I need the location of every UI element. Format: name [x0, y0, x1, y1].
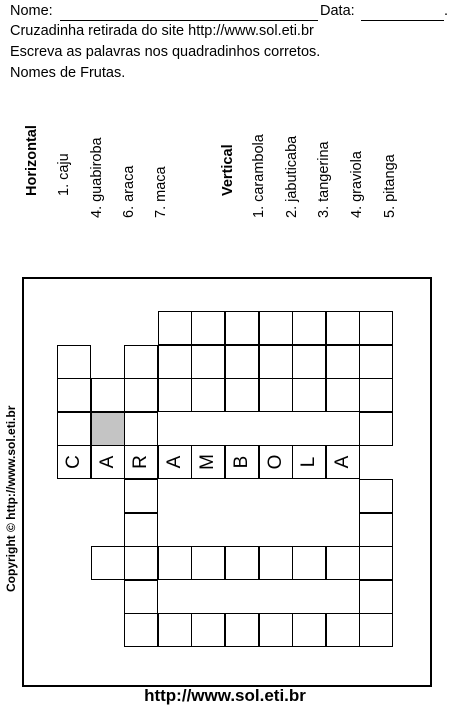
grid-cell[interactable]: [292, 613, 326, 647]
grid-cell[interactable]: [259, 378, 293, 412]
grid-cell[interactable]: [191, 445, 225, 479]
name-label: Nome:: [10, 3, 53, 19]
grid-cell[interactable]: [326, 546, 360, 580]
grid-cell[interactable]: [158, 445, 192, 479]
cell-letter: L: [298, 457, 320, 468]
cell-letter: M: [197, 454, 219, 471]
name-blank: [60, 20, 318, 21]
grid-cell[interactable]: [57, 412, 91, 446]
grid-cell[interactable]: [326, 445, 360, 479]
footer-url: http://www.sol.eti.br: [144, 686, 306, 705]
grid-cell[interactable]: [158, 345, 192, 379]
grid-cell[interactable]: [359, 613, 393, 647]
grid-cell[interactable]: [124, 546, 158, 580]
grid-cell[interactable]: [124, 412, 158, 446]
horizontal-clue: 7. maca: [153, 166, 169, 218]
grid-cell[interactable]: [57, 345, 91, 379]
date-blank: [361, 20, 444, 21]
grid-cell[interactable]: [124, 345, 158, 379]
name-date-line: [10, 3, 449, 19]
grid-cell[interactable]: [91, 546, 125, 580]
vertical-clue: 2. jabuticaba: [284, 135, 300, 218]
cell-letter: A: [96, 456, 118, 469]
grid-cell[interactable]: [259, 311, 293, 345]
grid-cell[interactable]: [124, 613, 158, 647]
grid-cell[interactable]: [158, 311, 192, 345]
grid-cell[interactable]: [225, 378, 259, 412]
grid-cell[interactable]: [191, 378, 225, 412]
grid-cell[interactable]: [359, 378, 393, 412]
copyright-notice: Copyright © http://www.sol.eti.br: [4, 405, 18, 592]
grid-cell[interactable]: [158, 546, 192, 580]
grid-cell[interactable]: [191, 345, 225, 379]
grid-cell[interactable]: [359, 479, 393, 513]
grid-cell[interactable]: [225, 311, 259, 345]
date-label: Data:: [320, 3, 355, 19]
grid-cell[interactable]: [326, 613, 360, 647]
cell-letter: C: [63, 455, 84, 470]
horizontal-clue: 4. guabiroba: [89, 137, 105, 218]
vertical-clue: 5. pitanga: [382, 154, 398, 218]
horizontal-title: Horizontal: [24, 125, 40, 196]
horizontal-clue: 6. araca: [121, 165, 137, 218]
grid-cell[interactable]: [57, 445, 91, 479]
vertical-title: Vertical: [220, 144, 236, 196]
grid-cell[interactable]: [124, 513, 158, 547]
grid-cell[interactable]: [225, 546, 259, 580]
vertical-clue: 3. tangerina: [316, 141, 332, 218]
theme-line: Nomes de Frutas.: [10, 65, 126, 81]
grid-cell[interactable]: [292, 378, 326, 412]
grid-cell[interactable]: [326, 345, 360, 379]
grid-cell[interactable]: [326, 378, 360, 412]
cell-letter: A: [331, 456, 353, 469]
grid-cell[interactable]: [191, 311, 225, 345]
grid-cell[interactable]: [359, 412, 393, 446]
grid-cell[interactable]: [191, 546, 225, 580]
grid-cell[interactable]: [292, 546, 326, 580]
grid-cell[interactable]: [91, 378, 125, 412]
grid-cell[interactable]: [158, 613, 192, 647]
grid-cell[interactable]: [359, 580, 393, 614]
shaded-cell[interactable]: [91, 412, 125, 446]
grid-cell[interactable]: [225, 445, 259, 479]
grid-cell[interactable]: [259, 546, 293, 580]
horizontal-clue: 1. caju: [56, 153, 72, 196]
grid-cell[interactable]: [124, 378, 158, 412]
grid-cell[interactable]: [292, 311, 326, 345]
grid-cell[interactable]: [57, 378, 91, 412]
grid-cell[interactable]: [225, 613, 259, 647]
grid-cell[interactable]: [158, 378, 192, 412]
instruction-line: Escreva as palavras nos quadradinhos corretos.: [10, 44, 321, 60]
cell-letter: A: [163, 456, 185, 469]
cell-letter: R: [130, 455, 152, 470]
source-line: Cruzadinha retirada do site http://www.sol.eti.br: [10, 23, 314, 39]
grid-cell[interactable]: [91, 445, 125, 479]
grid-cell[interactable]: [225, 345, 259, 379]
grid-cell[interactable]: [259, 345, 293, 379]
cell-letter: B: [231, 456, 252, 469]
grid-cell[interactable]: [292, 345, 326, 379]
cell-letter: O: [264, 455, 286, 470]
grid-cell[interactable]: [359, 546, 393, 580]
grid-cell[interactable]: [359, 513, 393, 547]
grid-cell[interactable]: [259, 613, 293, 647]
grid-cell[interactable]: [359, 311, 393, 345]
vertical-clue: 4. graviola: [349, 151, 365, 218]
grid-cell[interactable]: [191, 613, 225, 647]
grid-cell[interactable]: [292, 445, 326, 479]
grid-cell[interactable]: [124, 445, 158, 479]
grid-cell[interactable]: [259, 445, 293, 479]
grid-cell[interactable]: [124, 479, 158, 513]
end-punct: .: [444, 3, 449, 19]
grid-cell[interactable]: [326, 311, 360, 345]
grid-cell[interactable]: [124, 580, 158, 614]
vertical-clue: 1. carambola: [251, 134, 267, 218]
grid-cell[interactable]: [359, 345, 393, 379]
